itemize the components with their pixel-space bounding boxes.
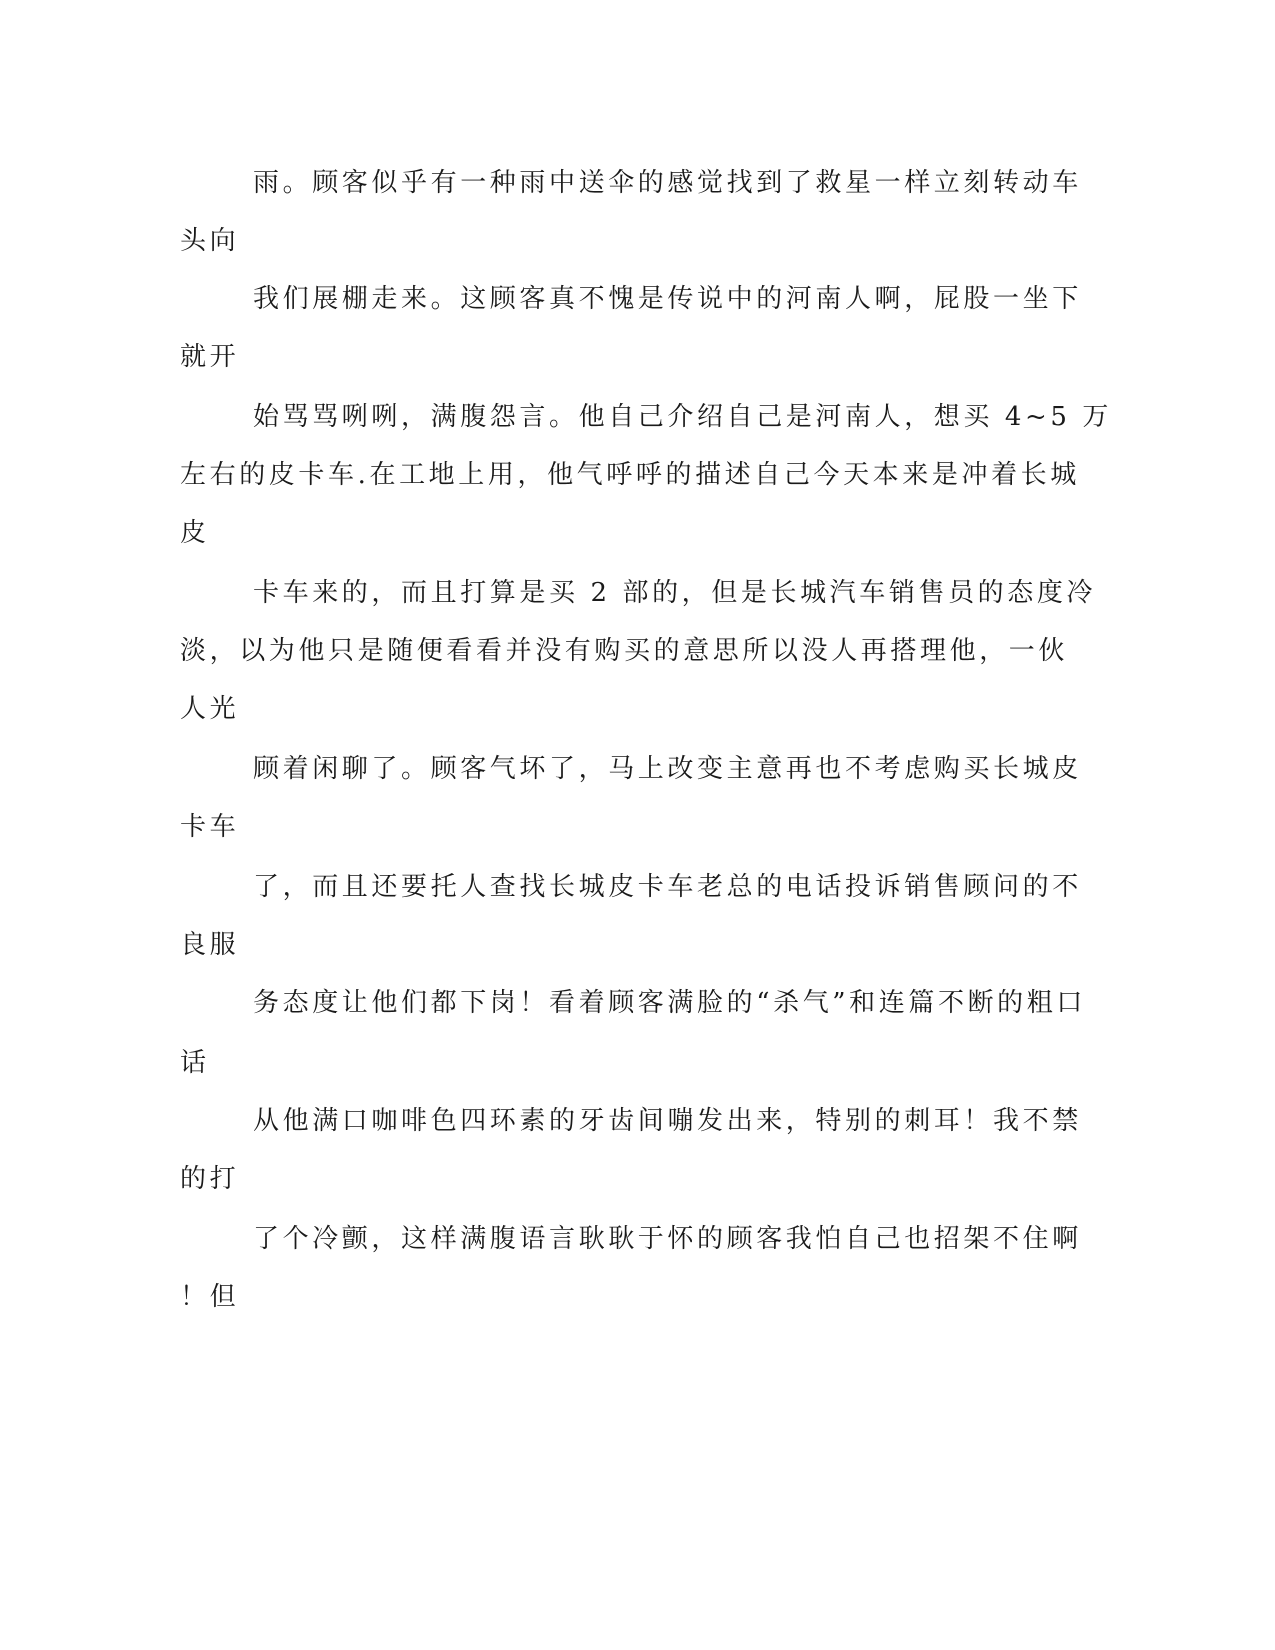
text-line: 了，而且还要托人查找长城皮卡车老总的电话投诉销售顾问的不 (253, 872, 1082, 902)
text-line: 头向 (180, 226, 240, 256)
text-line: 淡，以为他只是随便看看并没有购买的意思所以没人再搭理他，一伙 (180, 636, 1069, 666)
text-line: 始骂骂咧咧，满腹怨言。他自己介绍自己是河南人，想买 4~5 万 (253, 402, 1112, 432)
text-line: 了个冷颤，这样满腹语言耿耿于怀的顾客我怕自己也招架不住啊 (253, 1224, 1082, 1254)
text-line: 良服 (180, 930, 240, 960)
text-line: ！但 (180, 1282, 240, 1312)
text-line: 卡车来的，而且打算是买 2 部的，但是长城汽车销售员的态度冷 (253, 578, 1097, 608)
text-line: 话 (180, 1048, 210, 1078)
text-line: 我们展棚走来。这顾客真不愧是传说中的河南人啊，屁股一坐下 (253, 284, 1082, 314)
text-line: 务态度让他们都下岗！看着顾客满脸的“杀气”和连篇不断的粗口 (253, 988, 1086, 1018)
text-line: 卡车 (180, 812, 240, 842)
text-line: 就开 (180, 342, 240, 372)
text-line: 的打 (180, 1164, 240, 1194)
text-line: 人光 (180, 694, 240, 724)
text-line: 顾着闲聊了。顾客气坏了，马上改变主意再也不考虑购买长城皮 (253, 754, 1082, 784)
text-line: 左右的皮卡车.在工地上用，他气呼呼的描述自己今天本来是冲着长城 (180, 460, 1080, 490)
text-line: 从他满口咖啡色四环素的牙齿间嘣发出来，特别的刺耳！我不禁 (253, 1106, 1082, 1136)
text-line: 雨。顾客似乎有一种雨中送伞的感觉找到了救星一样立刻转动车 (253, 168, 1082, 198)
text-line: 皮 (180, 518, 210, 548)
